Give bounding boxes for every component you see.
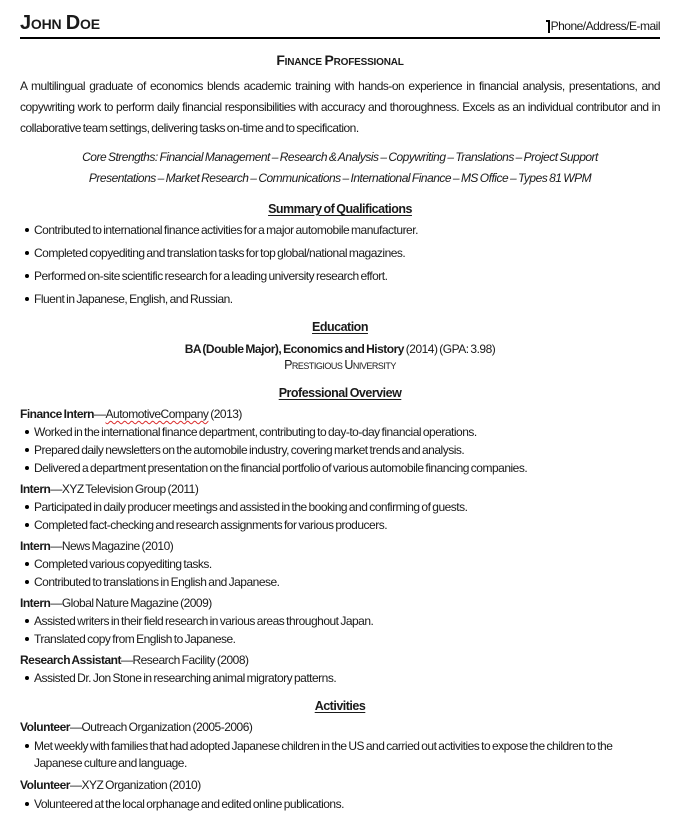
activities-section <box>20 698 660 813</box>
em-dash: — <box>69 778 82 792</box>
section-heading-professional-text: Professional Overview <box>278 386 402 400</box>
section-heading-activities <box>20 698 660 714</box>
bullet-item: Fluent in Japanese, English, and Russian. <box>25 292 660 307</box>
em-dash: — <box>94 407 106 421</box>
resume-title: Finance Professional <box>276 52 404 68</box>
job-bullet-list <box>20 671 660 686</box>
job-bullet-list <box>20 557 660 590</box>
em-dash: — <box>50 596 62 610</box>
bullet-item: Delivered a department presentation on the financial portfolio of various automobile financing companies. <box>25 461 660 476</box>
bullet-item: Contributed to translations in English and Japanese. <box>25 575 660 590</box>
bullet-item: Completed copyediting and translation tasks for top global/national magazines. <box>25 246 660 261</box>
job-heading <box>20 407 660 422</box>
em-dash: — <box>50 482 62 496</box>
job-heading <box>20 482 660 497</box>
job-heading <box>20 539 660 554</box>
activity-heading <box>20 778 660 793</box>
job-bullet-list <box>20 500 660 533</box>
job-role: Intern <box>20 596 51 610</box>
job-entry <box>20 482 660 533</box>
section-heading-summary-text: Summary of Qualifications <box>268 202 412 216</box>
section-heading-education-text: Education <box>312 320 368 334</box>
section-heading-activities-text: Activities <box>314 699 366 713</box>
education-school: Prestigious University <box>284 358 396 372</box>
job-bullet-list <box>20 425 660 476</box>
job-years: (2008) <box>214 653 249 667</box>
job-bullet-list <box>20 614 660 647</box>
bullet-item: Prepared daily newsletters on the automobile industry, covering market trends and analysis. <box>25 443 660 458</box>
bullet-item: Met weekly with families that had adopted Japanese children in the US and carried out activities to expose the children to the Japanese culture and language. <box>25 738 660 772</box>
section-heading-professional <box>20 385 660 401</box>
job-role: Intern <box>20 482 51 496</box>
contact-field[interactable] <box>548 19 660 34</box>
job-entry <box>20 539 660 590</box>
education-degree-detail: (2014) (GPA: 3.98) <box>403 342 496 356</box>
activity-bullet-list <box>20 796 660 813</box>
bullet-item: Assisted writers in their field research in various areas throughout Japan. <box>25 614 660 629</box>
job-entry <box>20 596 660 647</box>
job-company: XYZ Television Group <box>61 482 166 496</box>
job-role: Intern <box>20 539 51 553</box>
job-heading <box>20 653 660 668</box>
job-entry <box>20 407 660 476</box>
job-company: Global Nature Magazine <box>61 596 179 610</box>
activity-org: Outreach Organization <box>81 720 191 734</box>
contact-placeholder: Phone/Address/E-mail <box>550 19 660 33</box>
job-years: (2013) <box>208 407 242 421</box>
core-strengths <box>20 147 660 189</box>
text-caret <box>548 20 550 33</box>
bullet-item: Completed various copyediting tasks. <box>25 557 660 572</box>
activity-role: Volunteer <box>20 720 70 734</box>
education-degree: BA (Double Major), Economics and History <box>184 342 404 356</box>
activity-heading <box>20 720 660 735</box>
objective-paragraph: A multilingual graduate of economics blends academic training with hands-on experience in financial analysis, presentations, and copywriting work to perform daily financial responsibilities with accuracy and thoroughness. Excels as an individual contributor and in collaborative team settings, delivering tasks on-time and to specification. <box>20 79 660 135</box>
activity-role: Volunteer <box>20 778 70 792</box>
resume-header <box>20 12 660 39</box>
core-strengths-line-1: Core Strengths: Financial Management – Research & Analysis – Copywriting – Translations – Project Support <box>82 150 598 164</box>
activity-org: XYZ Organization <box>81 778 168 792</box>
activity-years: (2005-2006) <box>190 720 253 734</box>
job-years: (2011) <box>165 482 199 496</box>
bullet-item: Assisted Dr. Jon Stone in researching animal migratory patterns. <box>25 671 660 686</box>
bullet-item: Contributed to international finance activities for a major automobile manufacturer. <box>25 223 660 238</box>
bullet-item: Worked in the international finance department, contributing to day-to-day financial operations. <box>25 425 660 440</box>
summary-bullet-list <box>20 223 660 307</box>
bullet-item: Translated copy from English to Japanese. <box>25 632 660 647</box>
activity-years: (2010) <box>167 778 201 792</box>
section-heading-summary <box>20 201 660 217</box>
job-years: (2010) <box>139 539 174 553</box>
activity-entry <box>20 720 660 772</box>
em-dash: — <box>120 653 133 667</box>
em-dash: — <box>69 720 82 734</box>
job-heading <box>20 596 660 611</box>
activity-entry <box>20 778 660 813</box>
misspelled-word[interactable]: AutomotiveCompany <box>105 407 209 421</box>
section-heading-education <box>20 319 660 335</box>
job-years: (2009) <box>178 596 212 610</box>
job-role: Research Assistant <box>20 653 121 667</box>
bullet-item: Participated in daily producer meetings and assisted in the booking and confirming of guests. <box>25 500 660 515</box>
job-company: News Magazine <box>61 539 140 553</box>
activity-bullet-list <box>20 738 660 772</box>
job-entry <box>20 653 660 686</box>
bullet-item: Performed on-site scientific research for a leading university research effort. <box>25 269 660 284</box>
em-dash: — <box>50 539 62 553</box>
job-role: Finance Intern <box>20 407 95 421</box>
bullet-item: Volunteered at the local orphanage and edited online publications. <box>25 796 660 813</box>
bullet-item: Completed fact-checking and research assignments for various producers. <box>25 518 660 533</box>
education-degree-line <box>20 341 660 357</box>
core-strengths-line-2: Presentations – Market Research – Communications – International Finance – MS Office – Types 81 WPM <box>88 171 592 185</box>
candidate-name: John Doe <box>20 12 100 34</box>
job-company: Research Facility <box>132 653 215 667</box>
